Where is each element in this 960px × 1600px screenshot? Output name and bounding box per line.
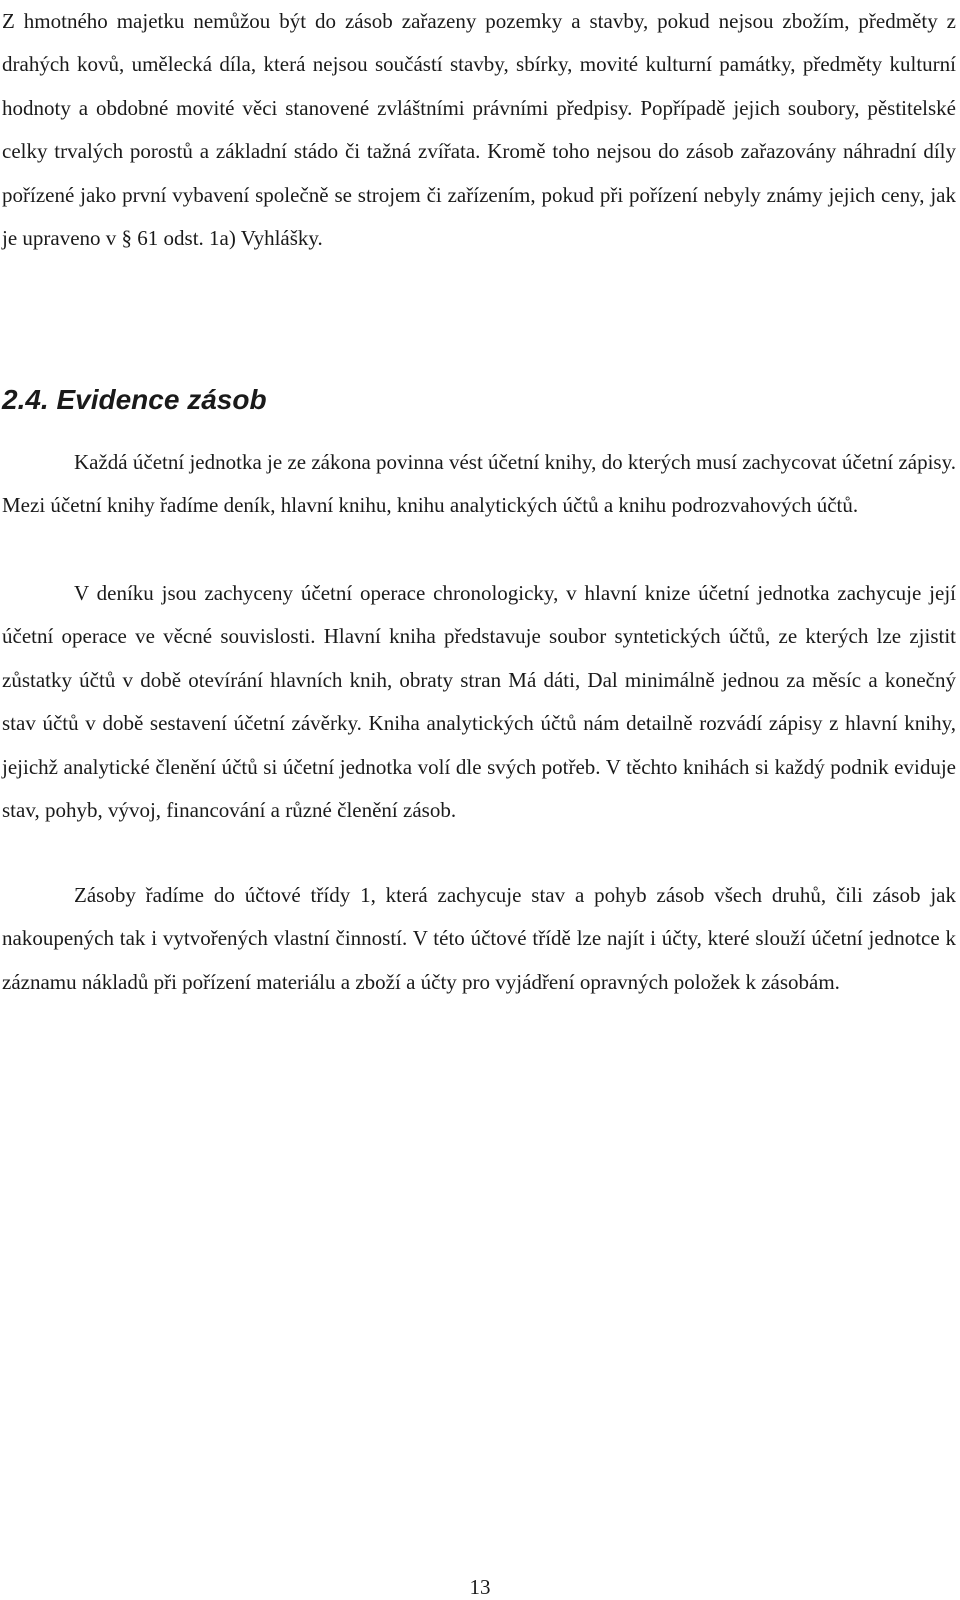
section-paragraph: Zásoby řadíme do účtové třídy 1, která zachycuje stav a pohyb zásob všech druhů, čili zásob jak nakoupených tak i vytvořených vlastní činností. V této účtové třídě lze najít i účty, které slouží účetní jednotce k záznamu nákladů při pořízení materiálu a zboží a účty pro vyjádření opravných položek k zásobám. <box>2 883 956 994</box>
intro-paragraph: Z hmotného majetku nemůžou být do zásob zařazeny pozemky a stavby, pokud nejsou zbožím, předměty z drahých kovů, umělecká díla, která nejsou součástí stavby, sbírky, movité kulturní památky, předměty kulturní hodnoty a obdobné movité věci stanovené zvláštními právními předpisy. Popřípadě jejich soubory, pěstitelské celky trvalých porostů a základní stádo či tažná zvířata. Kromě toho nejsou do zásob zařazovány náhradní díly pořízené jako první vybavení společně se strojem či zařízením, pokud při pořízení nebyly známy jejich ceny, jak je upraveno v § 61 odst. 1a) Vyhlášky. <box>2 9 956 251</box>
page-number: 13 <box>469 1575 491 1599</box>
section-heading: 2.4. Evidence zásob <box>2 384 267 415</box>
section-paragraph: V deníku jsou zachyceny účetní operace chronologicky, v hlavní knize účetní jednotka zachycuje její účetní operace ve věcné souvislosti. Hlavní kniha představuje soubor syntetických účtů, ze kterých lze zjistit zůstatky účtů v době otevírání hlavních knih, obraty stran Má dáti, Dal minimálně jednou za měsíc a konečný stav účtů v době sestavení účetní závěrky. Kniha analytických účtů nám detailně rozvádí zápisy z hlavní knihy, jejichž analytické členění účtů si účetní jednotka volí dle svých potřeb. V těchto knihách si každý podnik eviduje stav, pohyb, vývoj, financování a různé členění zásob. <box>2 581 956 823</box>
section-paragraph: Každá účetní jednotka je ze zákona povinna vést účetní knihy, do kterých musí zachycovat účetní zápisy. Mezi účetní knihy řadíme deník, hlavní knihu, knihu analytických účtů a knihu podrozvahových účtů. <box>2 450 956 518</box>
